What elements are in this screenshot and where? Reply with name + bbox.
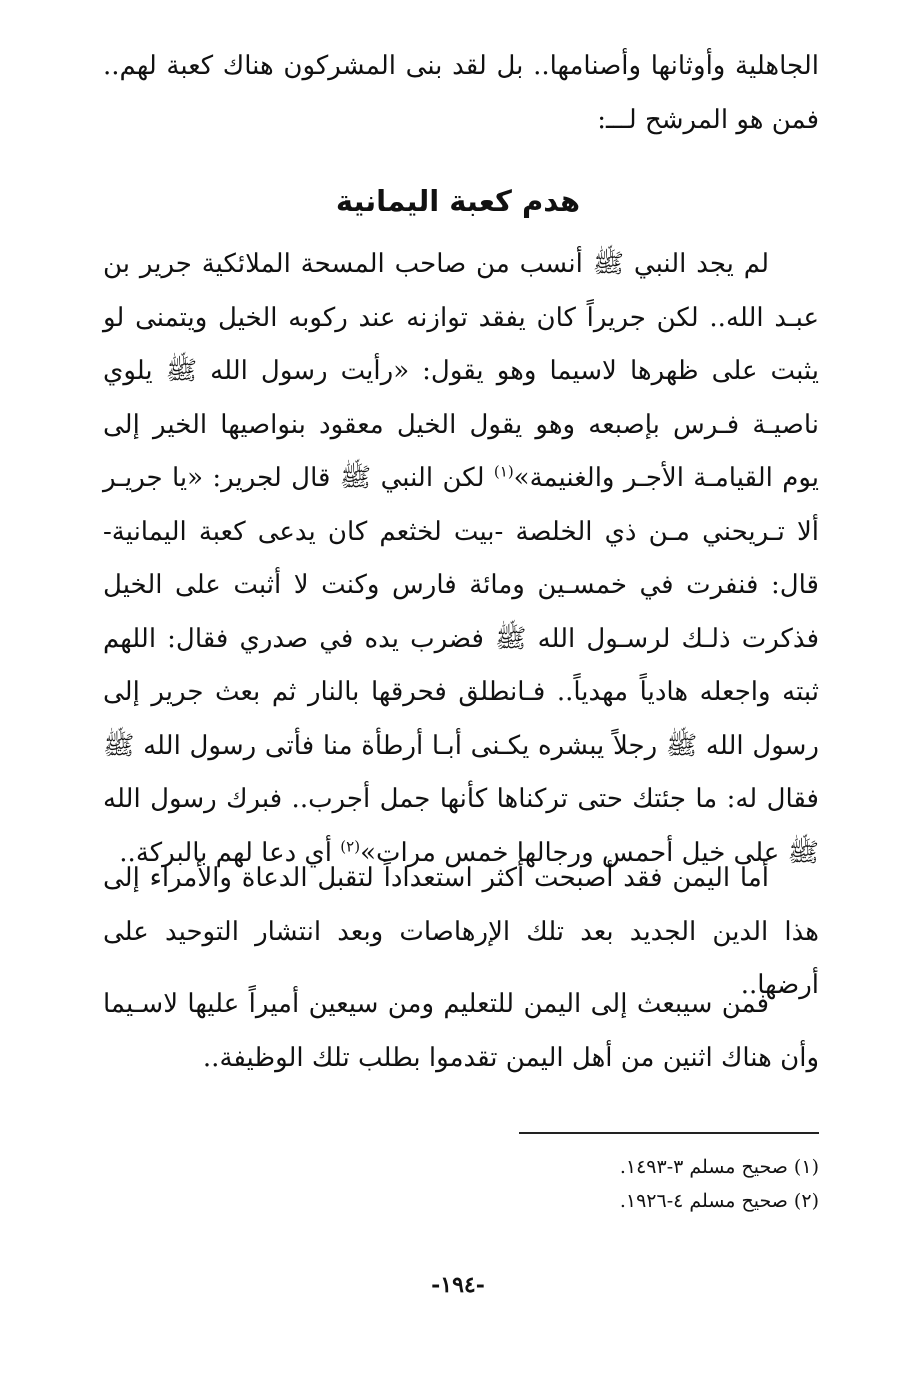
footnote-ref-2: (٢) bbox=[340, 836, 361, 855]
paragraph-1-part-a: لم يجد النبي ﷺ أنسب من صاحب المسحة الملائكية جرير بن عبـد الله.. لكن جريراً كان يفقد توازنه عند ركوبه الخيل ويتمنى لو يثبت على ظهرها لاسيما وهو يقول: «رأيت رسول الله ﷺ يلوي ناصيـة فـرس بإصبعه وهو يقول الخيل معقود بنواصيها الخير إلى يوم القيامـة الأجـر والغنيمة» bbox=[103, 249, 819, 493]
page-number: -١٩٤- bbox=[431, 1272, 485, 1298]
paragraph-1-part-c: أي دعا لهم بالبركة.. bbox=[119, 837, 341, 868]
footnote-divider bbox=[519, 1132, 819, 1134]
paragraph-1 bbox=[103, 238, 819, 880]
footnotes bbox=[103, 1150, 819, 1218]
footnote-ref-1: (١) bbox=[493, 462, 514, 481]
paragraph-jarir-story bbox=[103, 238, 819, 880]
paragraph-2: أما اليمن فقد أصبحت أكثر استعداداً لتقبل الدعاة والأمراء إلى هذا الدين الجديد بعد تلك الإرهاصات وبعد انتشار التوحيد على أرضها.. bbox=[103, 863, 819, 1000]
paragraph-3: فمن سيبعث إلى اليمن للتعليم ومن سيعين أميراً عليها لاسـيما وأن هناك اثنين من أهل اليمن تقدموا بطلب تلك الوظيفة.. bbox=[103, 989, 819, 1073]
intro-text: الجاهلية وأوثانها وأصنامها.. بل لقد بنى المشركون هناك كعبة لهم.. فمن هو المرشح لـــ: bbox=[103, 51, 819, 135]
intro-paragraph bbox=[103, 40, 819, 147]
paragraph-who-sent bbox=[103, 978, 819, 1085]
footnote-item: (١) صحيح مسلم ٣-١٤٩٣. bbox=[619, 1156, 819, 1178]
paragraph-1-part-b: لكن النبي ﷺ قال لجرير: «يا جريـر ألا تـريحني مـن ذي الخلصة -بيت لخثعم كان يدعى كعبة اليمانية- قال: فنفرت في خمسـين ومائة فارس وكنت لا أثبت على الخيل فذكرت ذلـك لرسـول الله ﷺ فضرب يده في صدري فقال: اللهم ثبته واجعله هادياً مهدياً.. فـانطلق فحرقها بالنار ثم بعث جرير إلى رسول الله ﷺ رجلاً يبشره يكـنى أبـا أرطأة منا فأتى رسول الله ﷺ فقال له: ما جئتك حتى تركناها كأنها جمل أجرب.. فبرك رسول الله ﷺ على خيل أحمس ورجالها خمس مرات» bbox=[103, 463, 819, 868]
footnote-item: (٢) صحيح مسلم ٤-١٩٢٦. bbox=[619, 1190, 819, 1212]
section-heading: هدم كعبة اليمانية bbox=[335, 184, 581, 218]
